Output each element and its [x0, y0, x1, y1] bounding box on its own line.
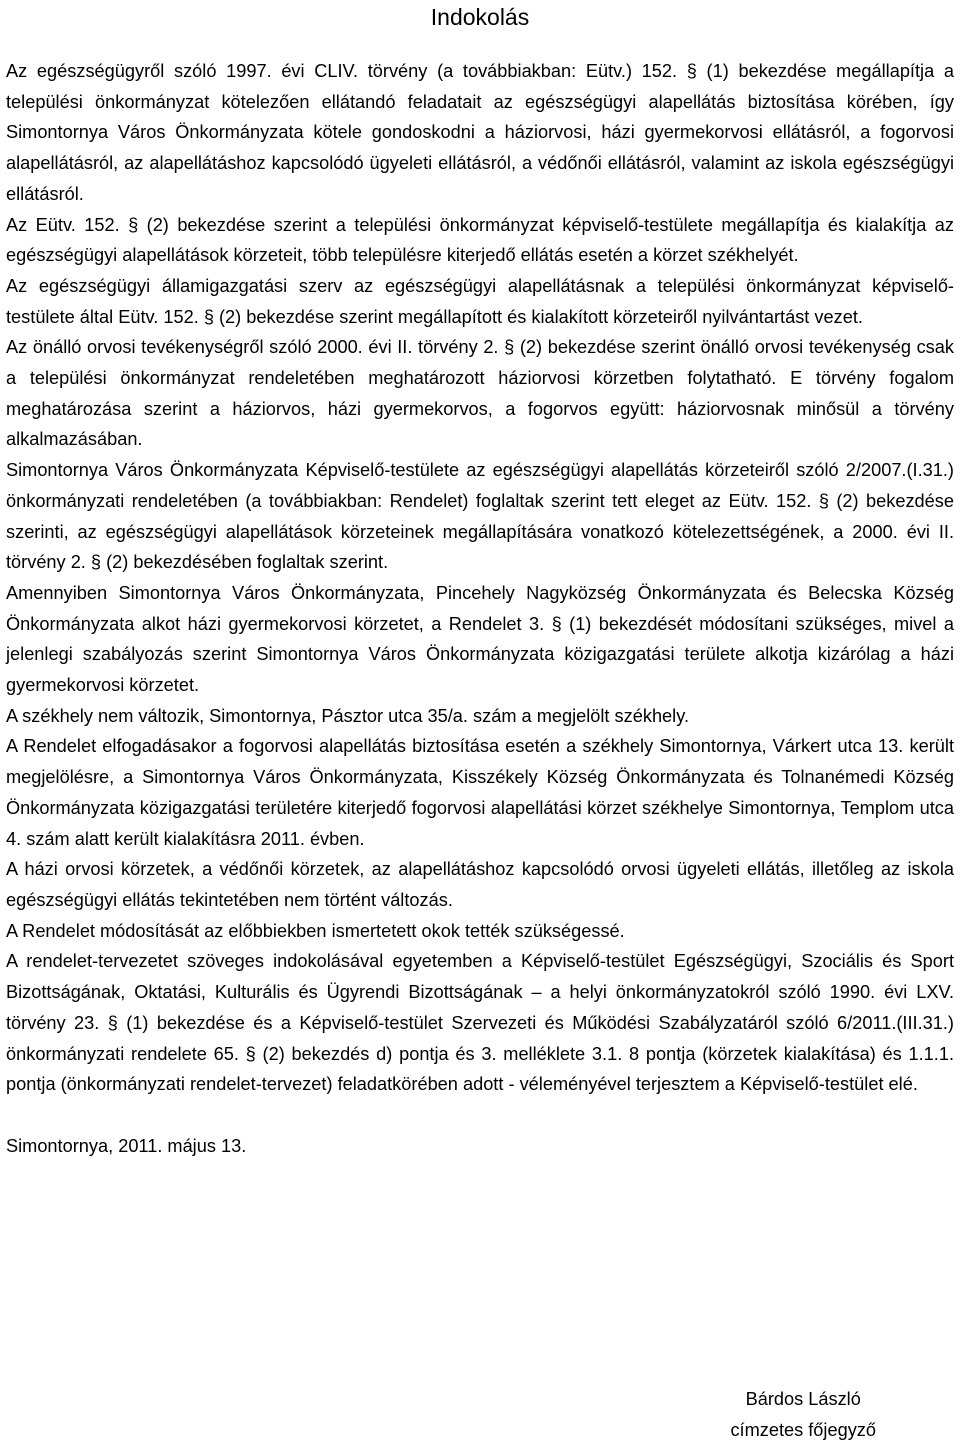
- signer-name: Bárdos László: [745, 1389, 861, 1409]
- signer-role: címzetes főjegyző: [730, 1419, 876, 1440]
- document-title: Indokolás: [430, 4, 530, 30]
- paragraph-10: A Rendelet módosítását az előbbiekben ismertetett okok tették szükségessé.: [6, 920, 625, 941]
- signature-block: [730, 1384, 876, 1445]
- paragraph-4: Az önálló orvosi tevékenységről szóló 2000. évi II. törvény 2. § (2) bekezdése szerint önálló orvosi tevékenység csak a települési önkormányzat rendeletében meghatározott háziorvosi körzetben folytatható. E törvény fogalom meghatározása szerint a háziorvos, házi gyermekorvos, a fogorvos együtt: háziorvosnak minősül a törvény alkalmazásában.: [6, 337, 954, 450]
- document-body: [6, 56, 954, 1161]
- paragraph-9: A házi orvosi körzetek, a védőnői körzetek, az alapellátáshoz kapcsolódó orvosi ügyeleti ellátás, illetőleg az iskola egészségügyi ellátás tekintetében nem történt változás.: [6, 859, 954, 910]
- paragraph-11: A rendelet-tervezetet szöveges indokolásával egyetemben a Képviselő-testület Egészségügyi, Szociális és Sport Bizottságának, Oktatási, Kulturális és Ügyrendi Bizottságának – a helyi önkormányzatokról szóló 1990. évi LXV. törvény 23. § (1) bekezdése és a Képviselő-testület Szervezeti és Működési Szabályzatáról szóló 6/2011.(III.31.) önkormányzati rendelete 65. § (2) bekezdés d) pontja és 3. melléklete 3.1. 8 pontja (körzetek kialakítása) és 1.1.1. pontja (önkormányzati rendelet-tervezet) feladatkörében adott - véleményével terjesztem a Képviselő-testület elé.: [6, 951, 954, 1095]
- paragraph-2: Az Eütv. 152. § (2) bekezdése szerint a települési önkormányzat képviselő-testülete megállapítja és kialakítja az egészségügyi alapellátások körzeteit, több településre kiterjedő ellátás esetén a körzet székhelyét.: [6, 214, 954, 266]
- paragraph-1: Az egészségügyről szóló 1997. évi CLIV. törvény (a továbbiakban: Eütv.) 152. § (1) bekezdése megállapítja a települési önkormányzat kötelezően ellátandó feladatait az egészségügyi alapellátás biztosítása körében, így Simontornya Város Önkormányzata kötele gondoskodni a háziorvosi, házi gyermekorvosi ellátásról, a fogorvosi alapellátásról, az alapellátáshoz kapcsolódó ügyeleti ellátásról, a védőnői ellátásról, valamint az iskola egészségügyi ellátásról.: [6, 61, 954, 204]
- paragraph-6: Amennyiben Simontornya Város Önkormányzata, Pincehely Nagyközség Önkormányzata és Belecska Község Önkormányzata alkot házi gyermekorvosi körzetet, a Rendelet 3. § (1) bekezdését módosítani szükséges, mivel a jelenlegi szabályozás szerint Simontornya Város Önkormányzata közigazgatási területe alkotja kizárólag a házi gyermekorvosi körzetet.: [6, 582, 954, 696]
- date-line: Simontornya, 2011. május 13.: [6, 1135, 247, 1156]
- blank-line: [6, 1100, 954, 1131]
- paragraph-5: Simontornya Város Önkormányzata Képviselő-testülete az egészségügyi alapellátás körzeteiről szóló 2/2007.(I.31.) önkormányzati rendeletében (a továbbiakban: Rendelet) foglaltak szerint tett eleget az Eütv. 152. § (2) bekezdése szerinti, az egészségügyi alapellátások körzeteinek megállapítására vonatkozó kötelezettségének, a 2000. évi II. törvény 2. § (2) bekezdésében foglaltak szerint.: [6, 460, 954, 573]
- paragraph-8: A Rendelet elfogadásakor a fogorvosi alapellátás biztosítása esetén a székhely Simontornya, Várkert utca 13. került megjelölésre, a Simontornya Város Önkormányzata, Kisszékely Község Önkormányzata és Tolnanémedi Község Önkormányzata közigazgatási területére kiterjedő fogorvosi alapellátási körzet székhelye Simontornya, Templom utca 4. szám alatt került kialakításra 2011. évben.: [6, 736, 954, 849]
- paragraph-7: A székhely nem változik, Simontornya, Pásztor utca 35/a. szám a megjelölt székhely.: [6, 705, 690, 726]
- paragraph-3: Az egészségügyi államigazgatási szerv az egészségügyi alapellátásnak a települési önkormányzat képviselő-testülete által Eütv. 152. § (2) bekezdése szerint megállapított és kialakított körzeteiről nyilvántartást vezet.: [6, 275, 954, 327]
